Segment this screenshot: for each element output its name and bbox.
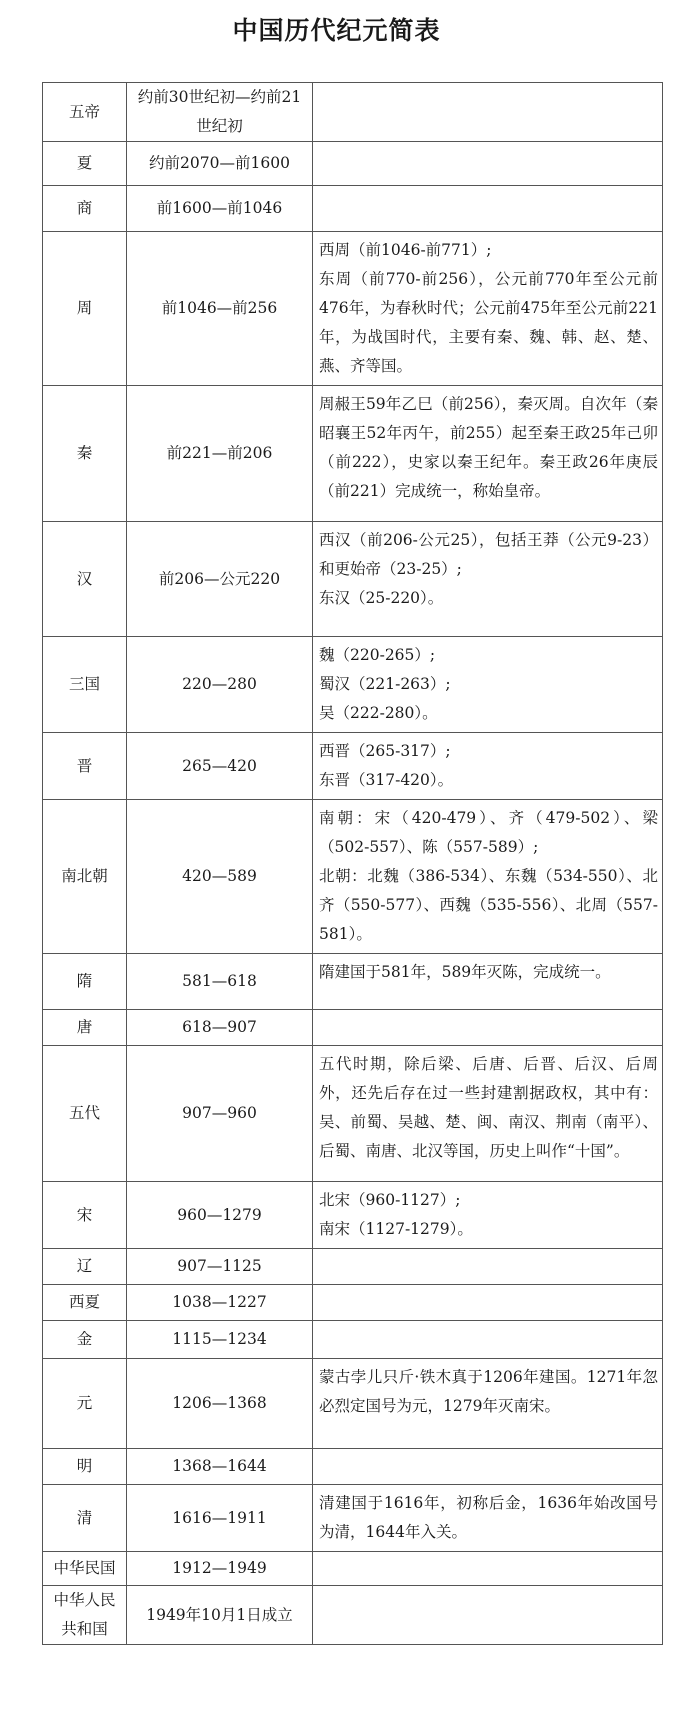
dynasty-notes xyxy=(313,232,663,386)
dynasty-period: 907—960 xyxy=(127,1046,313,1182)
dynasty-name: 隋 xyxy=(43,954,127,1010)
dynasty-name: 清 xyxy=(43,1485,127,1552)
note-line: 北朝：北魏（386-534）、东魏（534-550）、北齐（550-577）、西魏（535-556）、北周（557-581）。 xyxy=(319,867,658,943)
dynasty-period: 420—589 xyxy=(127,800,313,954)
note-line: 西周（前1046-前771）; xyxy=(319,241,492,259)
dynasty-name: 夏 xyxy=(43,142,127,186)
dynasty-notes xyxy=(313,1359,663,1449)
table-row xyxy=(43,637,663,733)
dynasty-period: 618—907 xyxy=(127,1010,313,1046)
dynasty-name: 元 xyxy=(43,1359,127,1449)
dynasty-period: 1616—1911 xyxy=(127,1485,313,1552)
dynasty-name: 周 xyxy=(43,232,127,386)
dynasty-notes xyxy=(313,1449,663,1485)
era-table-body xyxy=(43,83,663,1645)
dynasty-name: 明 xyxy=(43,1449,127,1485)
note-line: 西晋（265-317）; xyxy=(319,742,451,760)
note-line: 东汉（25-220）。 xyxy=(319,589,444,607)
dynasty-notes xyxy=(313,186,663,232)
dynasty-period: 265—420 xyxy=(127,733,313,800)
dynasty-notes xyxy=(313,83,663,142)
table-row xyxy=(43,1046,663,1182)
note-line: 魏（220-265）; xyxy=(319,646,436,664)
dynasty-period: 前221—前206 xyxy=(127,386,313,522)
note-line: 北宋（960-1127）; xyxy=(319,1191,461,1209)
table-row xyxy=(43,1285,663,1321)
dynasty-period: 约前2070—前1600 xyxy=(127,142,313,186)
dynasty-notes xyxy=(313,1010,663,1046)
dynasty-notes xyxy=(313,386,663,522)
dynasty-name: 中华人民共和国 xyxy=(43,1586,127,1645)
dynasty-notes xyxy=(313,1586,663,1645)
dynasty-name: 汉 xyxy=(43,522,127,637)
table-row xyxy=(43,1321,663,1359)
dynasty-notes xyxy=(313,954,663,1010)
dynasty-period: 1206—1368 xyxy=(127,1359,313,1449)
dynasty-period: 907—1125 xyxy=(127,1249,313,1285)
dynasty-name: 西夏 xyxy=(43,1285,127,1321)
table-row xyxy=(43,1249,663,1285)
dynasty-name: 唐 xyxy=(43,1010,127,1046)
table-row xyxy=(43,386,663,522)
dynasty-period: 前1600—前1046 xyxy=(127,186,313,232)
table-row xyxy=(43,1552,663,1586)
dynasty-period: 1038—1227 xyxy=(127,1285,313,1321)
dynasty-notes xyxy=(313,1182,663,1249)
table-row xyxy=(43,954,663,1010)
table-row xyxy=(43,1359,663,1449)
table-row xyxy=(43,733,663,800)
note-line: 周赧王59年乙巳（前256），秦灭周。自次年（秦昭襄王52年丙午，前255）起至秦王政25年己卯（前222），史家以秦王纪年。秦王政26年庚辰（前221）完成统一，称始皇帝。 xyxy=(319,395,658,500)
table-row xyxy=(43,232,663,386)
table-row xyxy=(43,1182,663,1249)
dynasty-name: 五帝 xyxy=(43,83,127,142)
note-line: 南朝：宋（420-479）、齐（479-502）、梁（502-557）、陈（557-589）; xyxy=(319,809,658,856)
note-line: 蜀汉（221-263）; xyxy=(319,675,451,693)
dynasty-notes xyxy=(313,637,663,733)
dynasty-name: 晋 xyxy=(43,733,127,800)
dynasty-name: 商 xyxy=(43,186,127,232)
dynasty-notes xyxy=(313,1249,663,1285)
dynasty-name: 宋 xyxy=(43,1182,127,1249)
table-row xyxy=(43,142,663,186)
dynasty-period: 1115—1234 xyxy=(127,1321,313,1359)
note-line: 吴（222-280）。 xyxy=(319,704,438,722)
dynasty-period: 前1046—前256 xyxy=(127,232,313,386)
dynasty-period: 960—1279 xyxy=(127,1182,313,1249)
note-line: 南宋（1127-1279）。 xyxy=(319,1220,473,1238)
dynasty-notes xyxy=(313,1485,663,1552)
dynasty-period: 581—618 xyxy=(127,954,313,1010)
dynasty-notes xyxy=(313,1285,663,1321)
dynasty-name: 秦 xyxy=(43,386,127,522)
table-row xyxy=(43,1010,663,1046)
dynasty-period: 1368—1644 xyxy=(127,1449,313,1485)
note-line: 清建国于1616年，初称后金，1636年始改国号为清，1644年入关。 xyxy=(319,1494,658,1541)
dynasty-notes xyxy=(313,800,663,954)
dynasty-name: 中华民国 xyxy=(43,1552,127,1586)
table-row xyxy=(43,186,663,232)
dynasty-name: 金 xyxy=(43,1321,127,1359)
dynasty-name: 辽 xyxy=(43,1249,127,1285)
dynasty-period: 前206—公元220 xyxy=(127,522,313,637)
dynasty-period: 1912—1949 xyxy=(127,1552,313,1586)
table-row xyxy=(43,800,663,954)
table-row xyxy=(43,1485,663,1552)
note-line: 东晋（317-420）。 xyxy=(319,771,454,789)
note-line: 隋建国于581年，589年灭陈，完成统一。 xyxy=(319,963,611,981)
dynasty-notes xyxy=(313,522,663,637)
dynasty-notes xyxy=(313,142,663,186)
dynasty-period: 220—280 xyxy=(127,637,313,733)
dynasty-period: 约前30世纪初—约前21世纪初 xyxy=(127,83,313,142)
table-row xyxy=(43,83,663,142)
note-line: 东周（前770-前256），公元前770年至公元前476年，为春秋时代；公元前475年至公元前221年，为战国时代，主要有秦、魏、韩、赵、楚、燕、齐等国。 xyxy=(319,270,658,375)
dynasty-name: 五代 xyxy=(43,1046,127,1182)
dynasty-name: 三国 xyxy=(43,637,127,733)
note-line: 五代时期，除后梁、后唐、后晋、后汉、后周外，还先后存在过一些封建割据政权，其中有：吴、前蜀、吴越、楚、闽、南汉、荆南（南平）、后蜀、南唐、北汉等国，历史上叫作“十国”。 xyxy=(319,1055,658,1160)
dynasty-period: 1949年10月1日成立 xyxy=(127,1586,313,1645)
note-line: 蒙古孛儿只斤·铁木真于1206年建国。1271年忽必烈定国号为元，1279年灭南宋。 xyxy=(319,1368,658,1415)
table-row xyxy=(43,1586,663,1645)
dynasty-notes xyxy=(313,1321,663,1359)
note-line: 西汉（前206-公元25），包括王莽（公元9-23）和更始帝（23-25）; xyxy=(319,531,658,578)
table-row xyxy=(43,522,663,637)
table-row xyxy=(43,1449,663,1485)
dynasty-notes xyxy=(313,1552,663,1586)
page-title: 中国历代纪元简表 xyxy=(232,16,441,45)
dynasty-notes xyxy=(313,733,663,800)
era-table xyxy=(42,82,663,1645)
dynasty-notes xyxy=(313,1046,663,1182)
dynasty-name: 南北朝 xyxy=(43,800,127,954)
